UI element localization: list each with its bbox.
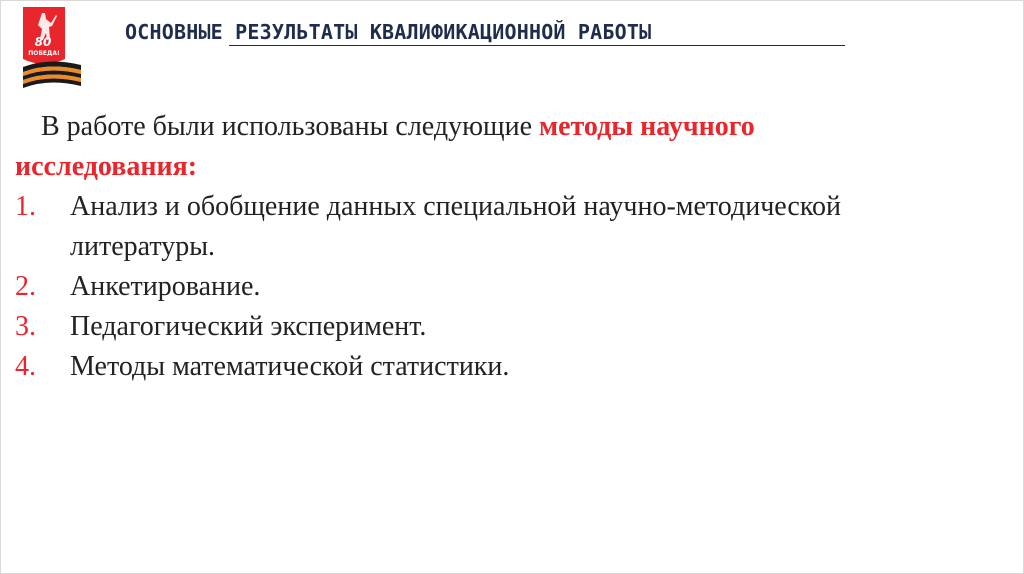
- intro-line: [15, 107, 975, 147]
- list-item-text: Методы математической статистики.: [70, 351, 510, 382]
- slide-title: ОСНОВНЫЕ РЕЗУЛЬТАТЫ КВАЛИФИКАЦИОННОЙ РАБОТЫ: [125, 20, 652, 44]
- victory-80-emblem-icon: [23, 7, 85, 89]
- methods-list: [15, 187, 975, 387]
- list-item-number: 2.: [15, 271, 36, 302]
- intro-highlight-continued: исследования:: [15, 151, 198, 182]
- intro-highlight: методы научного: [539, 111, 755, 142]
- list-item: [15, 267, 975, 307]
- title-underline: [229, 45, 845, 46]
- list-item: [15, 307, 975, 347]
- logo-number: 80: [34, 35, 52, 49]
- intro-text: В работе были использованы следующие: [41, 111, 539, 142]
- list-item: [15, 187, 975, 267]
- list-item-number: 4.: [15, 351, 36, 382]
- list-item-text: Педагогический эксперимент.: [70, 311, 427, 342]
- logo-caption: ПОБЕДА!: [28, 50, 60, 57]
- list-item: [15, 347, 975, 387]
- list-item-number: 3.: [15, 311, 36, 342]
- list-item-number: 1.: [15, 191, 36, 222]
- list-item-text: Анализ и обобщение данных специальной научно-методической литературы.: [70, 191, 842, 262]
- intro-line-continued: [15, 147, 975, 187]
- list-item-text: Анкетирование.: [70, 271, 261, 302]
- slide-content: [15, 107, 975, 387]
